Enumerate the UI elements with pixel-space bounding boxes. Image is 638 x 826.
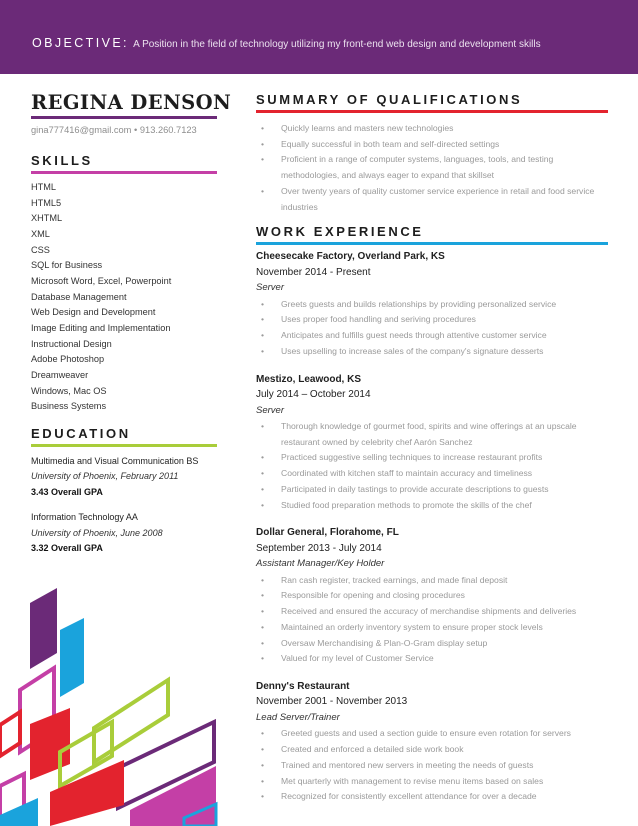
- job-bullets: [256, 573, 608, 667]
- skill-item: XHTML: [31, 213, 63, 224]
- job-bullet: • Practiced suggestive selling techniques to increase restaurant profits: [256, 450, 608, 466]
- job-bullet: • Recognized for consistently excellent attendance for over a decade: [256, 789, 608, 805]
- right-column: [256, 92, 608, 805]
- employer-name: Dollar General, Florahome, FL: [256, 527, 399, 539]
- school-date: University of Phoenix, June 2008: [31, 527, 163, 538]
- qualification-item: • Quickly learns and masters new technologies: [256, 121, 608, 137]
- gpa-text: 3.43 Overall GPA: [31, 486, 103, 497]
- job-bullets: [256, 419, 608, 513]
- job-dates: November 2001 - November 2013: [256, 696, 408, 708]
- qualification-item: • Equally successful in both team and self-directed settings: [256, 137, 608, 153]
- job-bullet: • Received and ensured the accuracy of merchandise shipments and deliveries: [256, 604, 608, 620]
- skill-item: HTML: [31, 182, 57, 192]
- job-bullet: • Responsible for opening and closing procedures: [256, 588, 608, 604]
- objective-statement: A Position in the field of technology utilizing my front-end web design and development skills: [133, 39, 541, 50]
- skill-item: XML: [31, 228, 50, 239]
- job-bullet: • Created and enforced a detailed side work book: [256, 742, 608, 758]
- skill-item: HTML5: [31, 197, 62, 208]
- skills-heading: SKILLS: [31, 153, 93, 168]
- job-role: Lead Server/Trainer: [256, 711, 340, 723]
- job-bullet: • Thorough knowledge of gourmet food, spirits and wine offerings at an upscale restaurant owned by celebrity chef Aarón Sanchez: [256, 419, 608, 450]
- job-bullet: • Greeted guests and used a section guide to ensure even rotation for servers: [256, 726, 608, 742]
- job-role: Server: [256, 282, 284, 294]
- job-bullet: • Valued for my level of Customer Service: [256, 651, 608, 667]
- skill-item: Dreamweaver: [31, 369, 89, 380]
- geometric-decoration: [0, 0, 230, 826]
- job-bullets: [256, 297, 608, 360]
- school-date: University of Phoenix, February 2011: [31, 471, 179, 482]
- decor-shape: [0, 712, 20, 756]
- degree-name: Information Technology AA: [31, 512, 138, 523]
- skill-item: Adobe Photoshop: [31, 354, 105, 365]
- decor-shape: [30, 708, 70, 780]
- job-bullet: • Anticipates and fulfills guest needs through attentive customer service: [256, 328, 608, 344]
- qualification-item: • Proficient in a range of computer systems, languages, tools, and testing methodologies, and always eager to expand that skillset: [256, 152, 608, 183]
- job-bullet: • Studied food preparation methods to promote the skills of the chef: [256, 498, 608, 514]
- job-bullet: • Coordinated with kitchen staff to maintain accuracy and timeliness: [256, 466, 608, 482]
- qualifications-rule: [256, 110, 608, 113]
- job-bullets: [256, 726, 608, 805]
- job-dates: July 2014 – October 2014: [256, 389, 371, 401]
- job-entry: [256, 525, 608, 667]
- skill-item: Image Editing and Implementation: [31, 322, 171, 333]
- skill-item: CSS: [31, 244, 50, 255]
- job-bullet: • Greets guests and builds relationships by providing personalized service: [256, 297, 608, 313]
- qualifications-list: [256, 121, 608, 215]
- job-bullet: • Oversaw Merchandising & Plan-O-Gram display setup: [256, 636, 608, 652]
- job-entry: [256, 679, 608, 805]
- skill-item: Business Systems: [31, 401, 107, 412]
- degree-name: Multimedia and Visual Communication BS: [31, 455, 199, 466]
- email-text: gina777416@gmail.com: [31, 125, 132, 135]
- job-role: Assistant Manager/Key Holder: [256, 558, 385, 570]
- decor-shape: [60, 618, 84, 697]
- work-heading: WORK EXPERIENCE: [256, 224, 424, 240]
- skill-item: Microsoft Word, Excel, Powerpoint: [31, 275, 172, 286]
- job-role: Server: [256, 404, 284, 416]
- job-bullet: • Ran cash register, tracked earnings, and made final deposit: [256, 573, 608, 589]
- decor-shape: [0, 798, 38, 826]
- employer-name: Denny's Restaurant: [256, 680, 350, 692]
- contact-separator: •: [134, 125, 138, 135]
- employer-name: Mestizo, Leawood, KS: [256, 373, 362, 385]
- objective-label: OBJECTIVE:: [32, 36, 129, 50]
- candidate-name: REGINA DENSON: [31, 91, 232, 114]
- skill-item: SQL for Business: [31, 260, 103, 271]
- job-dates: September 2013 - July 2014: [256, 542, 382, 554]
- qualifications-heading: SUMMARY OF QUALIFICATIONS: [256, 92, 523, 107]
- work-rule: [256, 242, 608, 245]
- skill-item: Web Design and Development: [31, 307, 156, 318]
- decor-shape: [30, 588, 57, 669]
- job-bullet: • Met quarterly with management to revise menu items based on sales: [256, 774, 608, 790]
- phone-text: 913.260.7123: [139, 125, 197, 135]
- job-bullet: • Trained and mentored new servers in meeting the needs of guests: [256, 758, 608, 774]
- gpa-text: 3.32 Overall GPA: [31, 543, 103, 554]
- skill-item: Instructional Design: [31, 338, 112, 349]
- skill-item: Windows, Mac OS: [31, 385, 107, 396]
- job-bullet: • Uses proper food handling and seriving procedures: [256, 312, 608, 328]
- education-heading: EDUCATION: [31, 425, 131, 441]
- job-entry: [256, 372, 608, 514]
- job-bullet: • Participated in daily tastings to provide accurate descriptions to guests: [256, 482, 608, 498]
- job-bullet: • Maintained an orderly inventory system to ensure proper stock levels: [256, 620, 608, 636]
- skill-item: Database Management: [31, 291, 127, 302]
- qualification-item: • Over twenty years of quality customer service experience in retail and food service industries: [256, 184, 608, 215]
- job-dates: November 2014 - Present: [256, 266, 371, 278]
- employer-name: Cheesecake Factory, Overland Park, KS: [256, 251, 445, 263]
- job-entry: [256, 249, 608, 359]
- job-bullet: • Uses upselling to increase sales of the company's signature desserts: [256, 344, 608, 360]
